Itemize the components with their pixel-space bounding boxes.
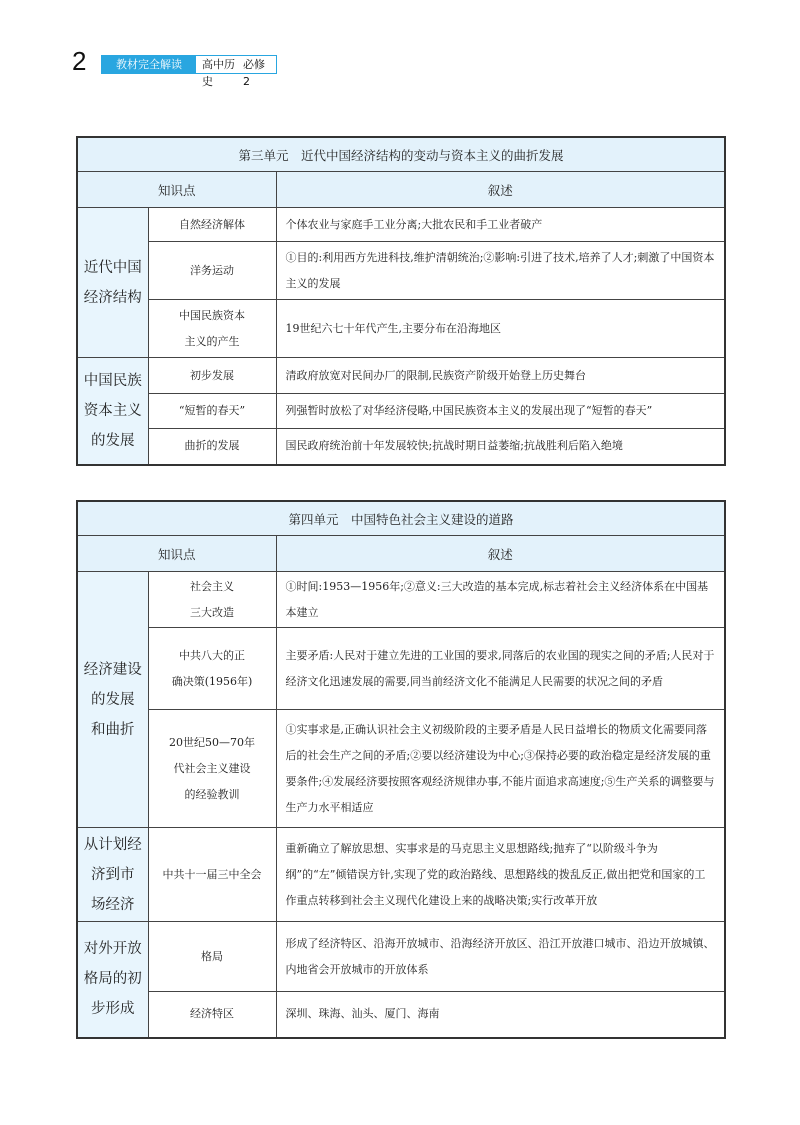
category-line: 的发展 [91,432,135,449]
header-row [77,536,725,572]
knowledge-point-cell [148,208,276,242]
page-number: 2 [72,46,87,76]
knowledge-point-cell [148,358,276,394]
table-title: 第三单元 近代中国经济结构的变动与资本主义的曲折发展 [77,137,725,172]
knowledge-point-line: 代社会主义建设 [173,761,251,775]
knowledge-point-cell [148,572,276,628]
knowledge-point-line: 自然经济解体 [179,217,245,231]
category-cell [77,572,148,828]
knowledge-point-line: 经济特区 [190,1007,234,1021]
knowledge-point-line: 确决策(1956年) [171,674,253,688]
description-cell: 列强暂时放松了对华经济侵略,中国民族资本主义的发展出现了“短暂的春天” [276,394,725,429]
table-row [77,992,725,1038]
knowledge-point-cell [148,992,276,1038]
category-cell [77,358,148,465]
category-line: 和曲折 [91,721,135,738]
header-row [77,172,725,208]
subject-name: 高中历史 [202,58,235,88]
category-line: 资本主义 [83,402,142,419]
table-row [77,572,725,628]
column-header-description: 叙述 [276,172,725,208]
table-row [77,394,725,429]
running-header [101,55,277,88]
category-line: 经济结构 [83,289,142,306]
table-row [77,628,725,710]
knowledge-point-line: 初步发展 [190,368,234,382]
knowledge-point-cell [148,394,276,429]
subject-label [196,56,276,88]
category-line: 近代中国 [83,259,142,276]
category-cell [77,922,148,1038]
category-line: 场经济 [91,896,135,913]
title-row [77,501,725,536]
description-cell: ①实事求是,正确认识社会主义初级阶段的主要矛盾是人民日益增长的物质文化需要同落后的社会生产之间的矛盾;②要以经济建设为中心;③保持必要的政治稳定是经济发展的重要条件;④发展经济要按照客观经济规律办事,不能片面追求高速度;⑤生产关系的调整要与生产力水平相适应 [276,710,725,828]
description-cell: ①目的:利用西方先进科技,维护清朝统治;②影响:引进了技术,培养了人才;刺激了中国资本主义的发展 [276,242,725,300]
knowledge-point-line: 洋务运动 [190,263,234,277]
column-header-point: 知识点 [77,172,276,208]
description-cell: 清政府放宽对民间办厂的限制,民族资产阶级开始登上历史舞台 [276,358,725,394]
column-header-description: 叙述 [276,536,725,572]
knowledge-point-line: “短暂的春天” [178,404,246,417]
description-cell: 国民政府统治前十年发展较快;抗战时期日益萎缩;抗战胜利后陷入绝境 [276,429,725,465]
table-row [77,922,725,992]
description-cell: 形成了经济特区、沿海开放城市、沿海经济开放区、沿江开放港口城市、沿边开放城镇、内地省会开放城市的开放体系 [276,922,725,992]
knowledge-point-line: 社会主义 [190,579,234,593]
category-line: 从计划经 [83,836,142,853]
knowledge-point-cell [148,628,276,710]
knowledge-point-line: 三大改造 [190,605,234,619]
series-label: 教材完全解读 [102,56,196,73]
table-row [77,300,725,358]
unit4-table [76,500,726,1039]
table-row [77,828,725,922]
column-header-point: 知识点 [77,536,276,572]
knowledge-point-line: 中国民族资本 [179,308,245,322]
category-line: 中国民族 [83,372,142,389]
category-cell [77,208,148,358]
table-row [77,242,725,300]
title-row [77,137,725,172]
table-row [77,429,725,465]
knowledge-point-line: 中共十一届三中全会 [162,867,262,881]
description-cell: 个体农业与家庭手工业分离;大批农民和手工业者破产 [276,208,725,242]
knowledge-point-line: 中共八大的正 [179,648,245,662]
knowledge-point-line: 主义的产生 [184,334,240,348]
description-cell: 主要矛盾:人民对于建立先进的工业国的要求,同落后的农业国的现实之间的矛盾;人民对于经济文化迅速发展的需要,同当前经济文化不能满足人民需要的状况之间的矛盾 [276,628,725,710]
knowledge-point-cell [148,429,276,465]
category-line: 对外开放 [83,941,142,958]
table-row [77,208,725,242]
knowledge-point-cell [148,710,276,828]
description-cell: 重新确立了解放思想、实事求是的马克思主义思想路线;抛弃了“以阶级斗争为纲”的“左”倾错误方针,实现了党的政治路线、思想路线的拨乱反正,做出把党和国家的工作重点转移到社会主义现代化建设上来的战略决策;实行改革开放 [276,828,725,922]
description-cell: ①时间:1953—1956年;②意义:三大改造的基本完成,标志着社会主义经济体系在中国基本建立 [276,572,725,628]
knowledge-point-cell [148,300,276,358]
category-line: 的发展 [91,691,135,708]
knowledge-point-line: 的经验教训 [184,787,240,801]
knowledge-point-line: 曲折的发展 [184,439,240,453]
unit3-table [76,136,726,466]
table-row [77,358,725,394]
description-cell: 19世纪六七十年代产生,主要分布在沿海地区 [276,300,725,358]
category-line: 济到市 [91,866,135,883]
description-cell: 深圳、珠海、汕头、厦门、海南 [276,992,725,1038]
volume-name: 必修2 [242,58,265,88]
table-title: 第四单元 中国特色社会主义建设的道路 [77,501,725,536]
category-line: 格局的初 [83,971,142,988]
category-line: 步形成 [91,1001,135,1018]
table-row [77,710,725,828]
knowledge-point-cell [148,922,276,992]
knowledge-point-line: 格局 [201,949,223,963]
knowledge-point-cell [148,828,276,922]
knowledge-point-line: 20世纪50—70年 [169,735,255,749]
category-cell [77,828,148,922]
knowledge-point-cell [148,242,276,300]
category-line: 经济建设 [83,661,142,678]
